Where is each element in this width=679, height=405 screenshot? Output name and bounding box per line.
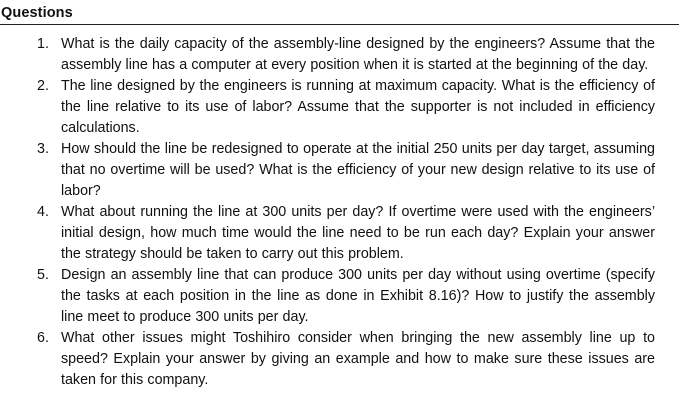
question-item xyxy=(0,139,679,202)
question-number: 1. xyxy=(37,36,49,52)
question-text: What other issues might Toshihiro consider when bringing the new assembly line up to speed? Explain your answer by giving an example and how to make sure these issues are taken for this company. xyxy=(61,330,655,388)
heading-divider xyxy=(0,24,679,25)
section-heading: Questions xyxy=(1,5,73,21)
question-text: How should the line be redesigned to operate at the initial 250 units per day target, assuming that no overtime will be used? What is the efficiency of your new design relative to its use of labor? xyxy=(61,141,655,199)
question-item xyxy=(0,34,679,76)
question-item xyxy=(0,265,679,328)
question-item xyxy=(0,76,679,139)
question-text: What about running the line at 300 units per day? If overtime were used with the engineers’ initial design, how much time would the line need to be run each day? Explain your answer the strategy should be taken to carry out this problem. xyxy=(61,204,655,262)
questions-list xyxy=(0,34,679,391)
question-item xyxy=(0,202,679,265)
question-number: 5. xyxy=(37,267,49,283)
question-item xyxy=(0,328,679,391)
question-number: 3. xyxy=(37,141,49,157)
question-number: 2. xyxy=(37,78,49,94)
question-text: Design an assembly line that can produce 300 units per day without using overtime (specify the tasks at each position in the line as done in Exhibit 8.16)? How to justify the assembly line meet to produce 300 units per day. xyxy=(61,267,655,325)
question-number: 4. xyxy=(37,204,49,220)
question-number: 6. xyxy=(37,330,49,346)
question-text: The line designed by the engineers is running at maximum capacity. What is the efficiency of the line relative to its use of labor? Assume that the supporter is not included in efficiency calculations. xyxy=(61,78,655,136)
question-text: What is the daily capacity of the assembly-line designed by the engineers? Assume that the assembly line has a computer at every position when it is started at the beginning of the day. xyxy=(61,36,655,73)
